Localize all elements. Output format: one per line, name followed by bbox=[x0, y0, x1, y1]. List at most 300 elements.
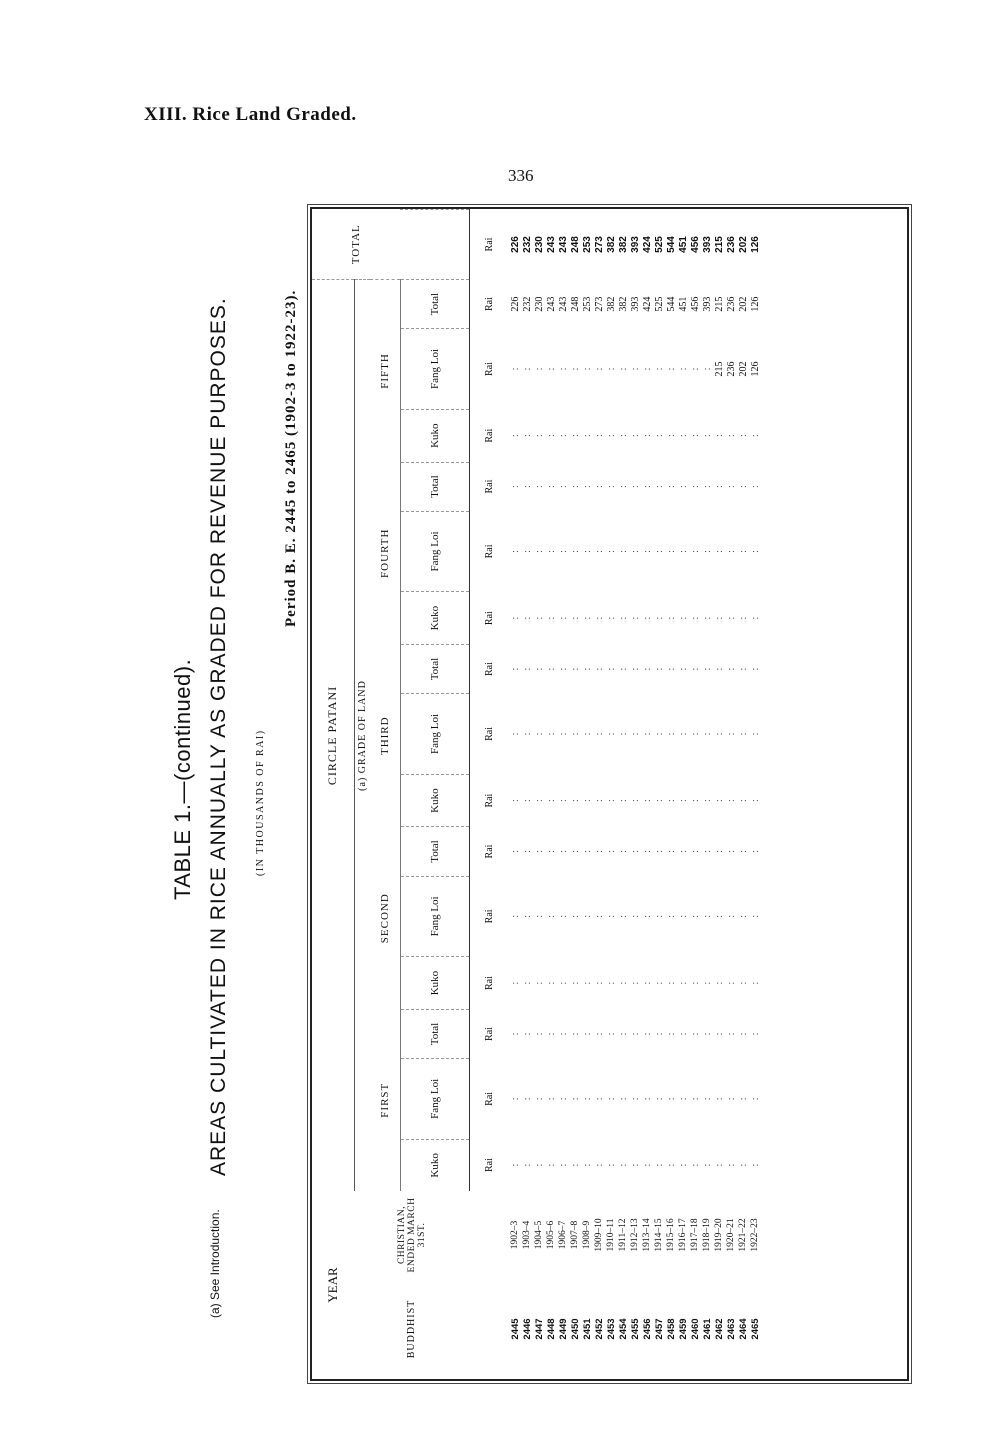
empty-cell: : bbox=[533, 434, 545, 438]
empty-cell: : bbox=[509, 850, 521, 853]
buddhist-header: BUDDHIST bbox=[406, 1299, 417, 1359]
empty-cell: : bbox=[581, 799, 593, 802]
grand-total-value: 230 bbox=[533, 236, 545, 253]
empty-cell: : bbox=[521, 981, 533, 985]
empty-cell: : bbox=[545, 367, 557, 371]
buddhist-year: 2461 bbox=[701, 1318, 713, 1340]
fifth-fang-loi-value: 202 bbox=[737, 361, 749, 377]
grade-first-header: FIRST bbox=[370, 1009, 401, 1191]
christian-year: 1921–22 bbox=[737, 1218, 748, 1252]
fifth-total-value: 215 bbox=[713, 296, 725, 312]
grand-total-value: 525 bbox=[653, 236, 665, 253]
empty-cell: : bbox=[593, 732, 605, 736]
table-row bbox=[618, 210, 630, 1380]
christian-year: 1917–18 bbox=[689, 1218, 700, 1252]
empty-cell: : bbox=[545, 1097, 557, 1101]
empty-cell: : bbox=[545, 850, 557, 853]
empty-cell: : bbox=[713, 732, 725, 736]
buddhist-year: 2446 bbox=[521, 1318, 533, 1340]
table-row bbox=[678, 210, 690, 1380]
sub-header-fang: Fang Loi bbox=[400, 1059, 469, 1140]
table-row bbox=[654, 210, 666, 1380]
empty-cell: : bbox=[641, 915, 653, 918]
empty-cell: : bbox=[557, 1163, 569, 1167]
buddhist-year: 2449 bbox=[557, 1318, 569, 1340]
unit-cell: Rai bbox=[484, 1091, 495, 1106]
christian-year: 1906–7 bbox=[557, 1220, 568, 1250]
empty-cell: : bbox=[593, 799, 605, 802]
grand-total-value: 236 bbox=[725, 236, 737, 253]
christian-year: 1909–10 bbox=[593, 1218, 604, 1252]
empty-cell: : bbox=[713, 1032, 725, 1036]
empty-cell: : bbox=[665, 485, 677, 488]
empty-cell: : bbox=[701, 434, 713, 438]
empty-cell: : bbox=[509, 799, 521, 802]
empty-cell: : bbox=[725, 981, 737, 985]
empty-cell: : bbox=[701, 367, 713, 371]
empty-cell: : bbox=[617, 981, 629, 985]
empty-cell: : bbox=[557, 799, 569, 802]
empty-cell: : bbox=[749, 1163, 761, 1167]
christian-year: 1902–3 bbox=[509, 1220, 520, 1250]
empty-cell: : bbox=[557, 1032, 569, 1036]
empty-cell: : bbox=[545, 550, 557, 553]
fifth-total-value: 243 bbox=[557, 296, 569, 312]
buddhist-year: 2459 bbox=[677, 1318, 689, 1340]
empty-cell: : bbox=[749, 667, 761, 671]
empty-cell: : bbox=[689, 1097, 701, 1101]
empty-cell: : bbox=[665, 434, 677, 438]
empty-cell: : bbox=[569, 1032, 581, 1036]
christian-year: 1916–17 bbox=[677, 1218, 688, 1252]
empty-cell: : bbox=[641, 1032, 653, 1036]
unit-cell: Rai bbox=[484, 237, 495, 252]
table-row bbox=[714, 210, 726, 1380]
grand-total-value: 243 bbox=[557, 236, 569, 253]
sub-header-kuko: Kuko bbox=[400, 1139, 469, 1191]
empty-cell: : bbox=[629, 434, 641, 438]
empty-cell: : bbox=[653, 850, 665, 853]
empty-cell: : bbox=[665, 915, 677, 918]
empty-cell: : bbox=[653, 485, 665, 488]
empty-cell: : bbox=[689, 732, 701, 736]
empty-cell: : bbox=[557, 981, 569, 985]
empty-cell: : bbox=[593, 667, 605, 671]
fifth-total-value: 382 bbox=[605, 296, 617, 312]
empty-cell: : bbox=[605, 850, 617, 853]
empty-cell: : bbox=[569, 915, 581, 918]
empty-cell: : bbox=[749, 550, 761, 553]
grand-total-value: 456 bbox=[689, 236, 701, 253]
empty-cell: : bbox=[533, 485, 545, 488]
empty-cell: : bbox=[593, 367, 605, 371]
empty-cell: : bbox=[557, 915, 569, 918]
empty-cell: : bbox=[629, 981, 641, 985]
empty-cell: : bbox=[545, 981, 557, 985]
empty-cell: : bbox=[725, 667, 737, 671]
empty-cell: : bbox=[713, 1097, 725, 1101]
christian-year: 1913–14 bbox=[641, 1218, 652, 1252]
empty-cell: : bbox=[641, 367, 653, 371]
empty-cell: : bbox=[569, 850, 581, 853]
empty-cell: : bbox=[545, 1032, 557, 1036]
empty-cell: : bbox=[557, 485, 569, 488]
table-row bbox=[522, 210, 534, 1380]
empty-cell: : bbox=[617, 485, 629, 488]
empty-cell: : bbox=[617, 550, 629, 553]
buddhist-year: 2456 bbox=[641, 1318, 653, 1340]
empty-cell: : bbox=[749, 1032, 761, 1036]
empty-cell: : bbox=[725, 550, 737, 553]
empty-cell: : bbox=[725, 915, 737, 918]
empty-cell: : bbox=[689, 1032, 701, 1036]
sub-header-kuko: Kuko bbox=[400, 957, 469, 1010]
empty-cell: : bbox=[545, 616, 557, 620]
fifth-total-value: 451 bbox=[677, 296, 689, 312]
christian-year: 1904–5 bbox=[533, 1220, 544, 1250]
empty-cell: : bbox=[521, 915, 533, 918]
empty-cell: : bbox=[629, 1097, 641, 1101]
empty-cell: : bbox=[581, 485, 593, 488]
empty-cell: : bbox=[737, 485, 749, 488]
empty-cell: : bbox=[629, 367, 641, 371]
table-row bbox=[606, 210, 618, 1380]
buddhist-year: 2463 bbox=[725, 1318, 737, 1340]
fifth-total-value: 525 bbox=[653, 296, 665, 312]
fifth-fang-loi-value: 126 bbox=[749, 361, 761, 377]
empty-cell: : bbox=[545, 732, 557, 736]
empty-cell: : bbox=[617, 1032, 629, 1036]
empty-cell: : bbox=[509, 434, 521, 438]
empty-cell: : bbox=[617, 915, 629, 918]
empty-cell: : bbox=[689, 367, 701, 371]
empty-cell: : bbox=[701, 981, 713, 985]
empty-cell: : bbox=[713, 850, 725, 853]
empty-cell: : bbox=[521, 850, 533, 853]
empty-cell: : bbox=[629, 1032, 641, 1036]
grand-total-value: 382 bbox=[605, 236, 617, 253]
empty-cell: : bbox=[701, 732, 713, 736]
table-row bbox=[750, 210, 762, 1380]
empty-cell: : bbox=[701, 1097, 713, 1101]
buddhist-year: 2452 bbox=[593, 1318, 605, 1340]
empty-cell: : bbox=[521, 550, 533, 553]
empty-cell: : bbox=[545, 434, 557, 438]
sub-header-total: Total bbox=[400, 280, 469, 329]
sub-header-total: Total bbox=[400, 462, 469, 511]
empty-cell: : bbox=[677, 799, 689, 802]
table-row bbox=[690, 210, 702, 1380]
empty-cell: : bbox=[677, 1032, 689, 1036]
fifth-fang-loi-value: 215 bbox=[713, 361, 725, 377]
empty-cell: : bbox=[593, 1097, 605, 1101]
christian-year: 1911–12 bbox=[617, 1218, 628, 1252]
empty-cell: : bbox=[725, 1163, 737, 1167]
empty-cell: : bbox=[725, 1032, 737, 1036]
unit-cell: Rai bbox=[484, 1027, 495, 1041]
sub-header-total: Total bbox=[400, 1009, 469, 1058]
empty-cell: : bbox=[677, 616, 689, 620]
grade-second-header: SECOND bbox=[370, 827, 401, 1009]
grand-total-value: 393 bbox=[701, 236, 713, 253]
empty-cell: : bbox=[581, 981, 593, 985]
sub-header-kuko: Kuko bbox=[400, 774, 469, 827]
empty-cell: : bbox=[749, 732, 761, 736]
table-row bbox=[510, 210, 522, 1380]
empty-cell: : bbox=[749, 981, 761, 985]
empty-cell: : bbox=[653, 1163, 665, 1167]
buddhist-year: 2460 bbox=[689, 1318, 701, 1340]
empty-cell: : bbox=[689, 434, 701, 438]
empty-cell: : bbox=[629, 915, 641, 918]
empty-cell: : bbox=[701, 1163, 713, 1167]
empty-cell: : bbox=[521, 1032, 533, 1036]
table-row bbox=[666, 210, 678, 1380]
table-row bbox=[558, 210, 570, 1380]
unit-cell: Rai bbox=[484, 909, 495, 924]
empty-cell: : bbox=[545, 485, 557, 488]
unit-cell: Rai bbox=[484, 844, 495, 859]
empty-cell: : bbox=[521, 616, 533, 620]
empty-cell: : bbox=[521, 667, 533, 671]
table-frame bbox=[310, 207, 909, 1381]
unit-cell: Rai bbox=[484, 479, 495, 494]
buddhist-year: 2465 bbox=[749, 1318, 761, 1340]
buddhist-year: 2447 bbox=[533, 1318, 545, 1340]
fifth-total-value: 126 bbox=[749, 296, 761, 312]
unit-cell: Rai bbox=[484, 611, 495, 626]
empty-cell: : bbox=[509, 550, 521, 553]
empty-cell: : bbox=[713, 981, 725, 985]
empty-cell: : bbox=[533, 550, 545, 553]
empty-cell: : bbox=[605, 367, 617, 371]
empty-cell: : bbox=[545, 915, 557, 918]
rice-grade-table bbox=[312, 209, 762, 1379]
empty-cell: : bbox=[569, 434, 581, 438]
empty-cell: : bbox=[605, 981, 617, 985]
table-row bbox=[702, 210, 714, 1380]
empty-cell: : bbox=[545, 1163, 557, 1167]
empty-cell: : bbox=[533, 1032, 545, 1036]
empty-cell: : bbox=[653, 915, 665, 918]
empty-cell: : bbox=[545, 799, 557, 802]
empty-cell: : bbox=[653, 1032, 665, 1036]
empty-cell: : bbox=[521, 732, 533, 736]
table-row bbox=[642, 210, 654, 1380]
empty-cell: : bbox=[713, 799, 725, 802]
empty-cell: : bbox=[749, 434, 761, 438]
empty-cell: : bbox=[545, 667, 557, 671]
empty-cell: : bbox=[605, 1163, 617, 1167]
table-row bbox=[738, 210, 750, 1380]
empty-cell: : bbox=[677, 434, 689, 438]
empty-cell: : bbox=[737, 616, 749, 620]
empty-cell: : bbox=[569, 667, 581, 671]
buddhist-year: 2450 bbox=[569, 1318, 581, 1340]
grand-total-value: 273 bbox=[593, 236, 605, 253]
christian-year: 1910–11 bbox=[605, 1218, 616, 1252]
empty-cell: : bbox=[509, 1097, 521, 1101]
empty-cell: : bbox=[521, 434, 533, 438]
grade-header: (a) GRADE OF LAND bbox=[356, 680, 368, 791]
unit-cell: Rai bbox=[484, 297, 495, 312]
empty-cell: : bbox=[641, 799, 653, 802]
fifth-total-value: 253 bbox=[581, 296, 593, 312]
empty-cell: : bbox=[701, 1032, 713, 1036]
empty-cell: : bbox=[593, 485, 605, 488]
empty-cell: : bbox=[617, 667, 629, 671]
christian-year: 1914–15 bbox=[653, 1218, 664, 1252]
empty-cell: : bbox=[557, 850, 569, 853]
empty-cell: : bbox=[629, 1163, 641, 1167]
table-row bbox=[594, 210, 606, 1380]
empty-cell: : bbox=[593, 616, 605, 620]
empty-cell: : bbox=[665, 667, 677, 671]
empty-cell: : bbox=[641, 1163, 653, 1167]
empty-cell: : bbox=[653, 667, 665, 671]
grand-total-value: 248 bbox=[569, 236, 581, 253]
unit-row bbox=[469, 210, 510, 1380]
table-row bbox=[570, 210, 582, 1380]
empty-cell: : bbox=[509, 732, 521, 736]
empty-cell: : bbox=[533, 1097, 545, 1101]
unit-cell: Rai bbox=[484, 976, 495, 991]
empty-cell: : bbox=[725, 850, 737, 853]
fifth-total-value: 424 bbox=[641, 296, 653, 312]
fifth-total-value: 236 bbox=[725, 296, 737, 312]
table-title: TABLE 1.—(continued). bbox=[170, 658, 195, 900]
empty-cell: : bbox=[617, 1163, 629, 1167]
empty-cell: : bbox=[653, 367, 665, 371]
empty-cell: : bbox=[641, 1097, 653, 1101]
empty-cell: : bbox=[641, 850, 653, 853]
empty-cell: : bbox=[593, 550, 605, 553]
empty-cell: : bbox=[593, 434, 605, 438]
sub-header-fang: Fang Loi bbox=[400, 876, 469, 957]
empty-cell: : bbox=[725, 485, 737, 488]
empty-cell: : bbox=[581, 667, 593, 671]
empty-cell: : bbox=[593, 1032, 605, 1036]
empty-cell: : bbox=[557, 367, 569, 371]
empty-cell: : bbox=[749, 915, 761, 918]
fifth-total-value: 232 bbox=[521, 296, 533, 312]
empty-cell: : bbox=[749, 850, 761, 853]
empty-cell: : bbox=[653, 981, 665, 985]
empty-cell: : bbox=[629, 550, 641, 553]
unit-cell bbox=[469, 1279, 510, 1379]
sub-header-fang: Fang Loi bbox=[400, 511, 469, 592]
unit-cell: Rai bbox=[484, 362, 495, 376]
empty-cell: : bbox=[581, 1032, 593, 1036]
empty-cell: : bbox=[605, 434, 617, 438]
empty-cell: : bbox=[689, 850, 701, 853]
empty-cell: : bbox=[557, 667, 569, 671]
empty-cell: : bbox=[665, 981, 677, 985]
grade-fourth-header: FOURTH bbox=[370, 462, 401, 644]
empty-cell: : bbox=[665, 732, 677, 736]
empty-cell: : bbox=[749, 485, 761, 488]
empty-cell: : bbox=[605, 799, 617, 802]
empty-cell: : bbox=[509, 667, 521, 671]
grand-total-value: 232 bbox=[521, 236, 533, 253]
empty-cell: : bbox=[605, 667, 617, 671]
table-row bbox=[534, 210, 546, 1380]
empty-cell: : bbox=[533, 367, 545, 371]
table-row bbox=[582, 210, 594, 1380]
empty-cell: : bbox=[665, 550, 677, 553]
empty-cell: : bbox=[581, 616, 593, 620]
empty-cell: : bbox=[605, 915, 617, 918]
empty-cell: : bbox=[749, 616, 761, 620]
empty-cell: : bbox=[629, 850, 641, 853]
empty-cell: : bbox=[509, 1032, 521, 1036]
empty-cell: : bbox=[533, 915, 545, 918]
empty-cell: : bbox=[701, 550, 713, 553]
empty-cell: : bbox=[689, 485, 701, 488]
empty-cell: : bbox=[509, 367, 521, 371]
empty-cell: : bbox=[713, 485, 725, 488]
fifth-total-value: 202 bbox=[737, 296, 749, 312]
empty-cell: : bbox=[737, 915, 749, 918]
christian-year: 1908–9 bbox=[581, 1220, 592, 1250]
empty-cell: : bbox=[581, 367, 593, 371]
empty-cell: : bbox=[665, 1032, 677, 1036]
empty-cell: : bbox=[677, 550, 689, 553]
christian-year: 1922–23 bbox=[749, 1218, 760, 1252]
table-row bbox=[726, 210, 738, 1380]
empty-cell: : bbox=[617, 367, 629, 371]
empty-cell: : bbox=[701, 799, 713, 802]
christian-year: 1920–21 bbox=[725, 1218, 736, 1252]
empty-cell: : bbox=[641, 434, 653, 438]
buddhist-year: 2451 bbox=[581, 1318, 593, 1340]
empty-cell: : bbox=[605, 1032, 617, 1036]
empty-cell: : bbox=[521, 485, 533, 488]
buddhist-year: 2454 bbox=[617, 1318, 629, 1340]
empty-cell: : bbox=[689, 1163, 701, 1167]
buddhist-year: 2457 bbox=[653, 1318, 665, 1340]
unit-cell: Rai bbox=[484, 662, 495, 676]
empty-cell: : bbox=[557, 616, 569, 620]
empty-cell: : bbox=[737, 981, 749, 985]
fifth-total-value: 544 bbox=[665, 296, 677, 312]
empty-cell: : bbox=[689, 915, 701, 918]
empty-cell: : bbox=[533, 667, 545, 671]
empty-cell: : bbox=[605, 485, 617, 488]
empty-cell: : bbox=[629, 616, 641, 620]
table-subtitle: AREAS CULTIVATED IN RICE ANNUALLY AS GRADED FOR REVENUE PURPOSES. bbox=[207, 297, 230, 1176]
empty-cell: : bbox=[617, 434, 629, 438]
empty-cell: : bbox=[509, 1163, 521, 1167]
empty-cell: : bbox=[629, 485, 641, 488]
fifth-total-value: 382 bbox=[617, 296, 629, 312]
sub-header-fang: Fang Loi bbox=[400, 329, 469, 410]
empty-cell: : bbox=[701, 850, 713, 853]
empty-cell: : bbox=[509, 485, 521, 488]
buddhist-year: 2464 bbox=[737, 1318, 749, 1340]
empty-cell: : bbox=[509, 981, 521, 985]
empty-cell: : bbox=[617, 850, 629, 853]
empty-cell: : bbox=[641, 485, 653, 488]
empty-cell: : bbox=[725, 732, 737, 736]
fifth-total-value: 393 bbox=[629, 296, 641, 312]
empty-cell: : bbox=[533, 981, 545, 985]
empty-cell: : bbox=[701, 915, 713, 918]
empty-cell: : bbox=[581, 550, 593, 553]
buddhist-year: 2455 bbox=[629, 1318, 641, 1340]
empty-cell: : bbox=[641, 667, 653, 671]
sub-header-total: Total bbox=[400, 644, 469, 693]
